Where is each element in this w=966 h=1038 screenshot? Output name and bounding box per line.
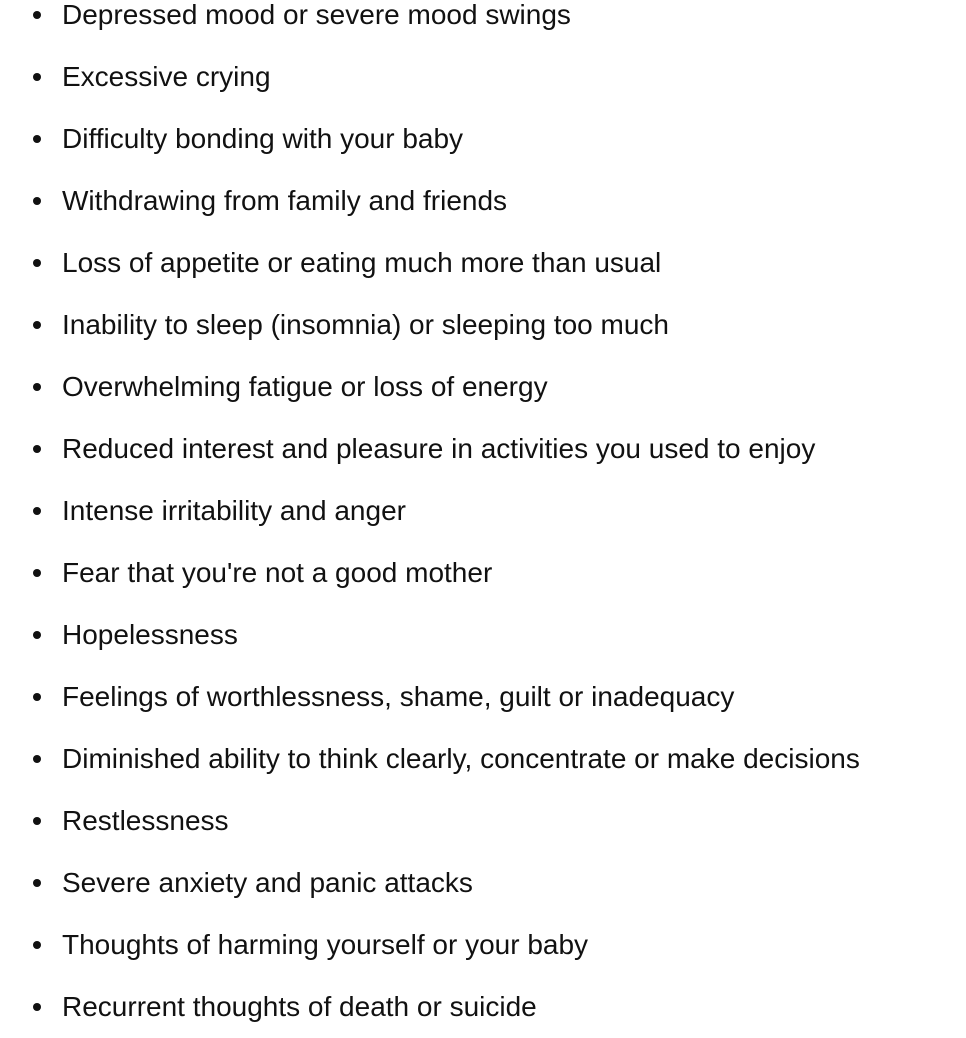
list-item-text: Difficulty bonding with your baby <box>62 123 464 154</box>
bullet-icon <box>33 259 41 267</box>
list-item-text: Depressed mood or severe mood swings <box>62 0 571 30</box>
bullet-icon <box>33 569 41 577</box>
list-item <box>0 46 966 108</box>
list-item-text: Excessive crying <box>62 61 271 92</box>
list-item-text: Severe anxiety and panic attacks <box>62 867 473 898</box>
bullet-icon <box>33 135 41 143</box>
list-item-text: Withdrawing from family and friends <box>62 185 508 216</box>
bullet-icon <box>33 73 41 81</box>
bullet-icon <box>33 631 41 639</box>
list-item <box>0 356 966 418</box>
list-item <box>0 914 966 976</box>
list-item-text: Overwhelming fatigue or loss of energy <box>62 371 548 402</box>
list-item-text: Inability to sleep (insomnia) or sleeping too much <box>62 309 669 340</box>
bullet-icon <box>33 693 41 701</box>
bullet-icon <box>33 755 41 763</box>
bullet-icon <box>33 941 41 949</box>
bullet-icon <box>33 383 41 391</box>
list-item <box>0 976 966 1038</box>
list-item <box>0 480 966 542</box>
bullet-icon <box>33 445 41 453</box>
list-item-text: Restlessness <box>62 805 229 836</box>
list-item-text: Reduced interest and pleasure in activities you used to enjoy <box>62 433 816 464</box>
list-item-text: Intense irritability and anger <box>62 495 406 526</box>
bullet-icon <box>33 879 41 887</box>
list-item <box>0 0 966 46</box>
list-item <box>0 852 966 914</box>
list-item <box>0 232 966 294</box>
bullet-icon <box>33 321 41 329</box>
list-item <box>0 604 966 666</box>
list-item <box>0 108 966 170</box>
list-item <box>0 542 966 604</box>
list-item-text: Hopelessness <box>62 619 238 650</box>
list-item <box>0 666 966 728</box>
bullet-icon <box>33 1003 41 1011</box>
list-item-text: Fear that you're not a good mother <box>62 557 493 588</box>
list-item-text: Recurrent thoughts of death or suicide <box>62 991 537 1022</box>
bullet-icon <box>33 197 41 205</box>
list-item-text: Loss of appetite or eating much more than usual <box>62 247 662 278</box>
list-item <box>0 418 966 480</box>
list-item-text: Diminished ability to think clearly, concentrate or make decisions <box>62 743 860 774</box>
list-item-text: Thoughts of harming yourself or your baby <box>62 929 589 960</box>
bullet-icon <box>33 11 41 19</box>
list-item <box>0 170 966 232</box>
list-item <box>0 294 966 356</box>
bullet-icon <box>33 507 41 515</box>
list-item-text: Feelings of worthlessness, shame, guilt or inadequacy <box>62 681 735 712</box>
list-item <box>0 728 966 790</box>
bullet-icon <box>33 817 41 825</box>
list-item <box>0 790 966 852</box>
